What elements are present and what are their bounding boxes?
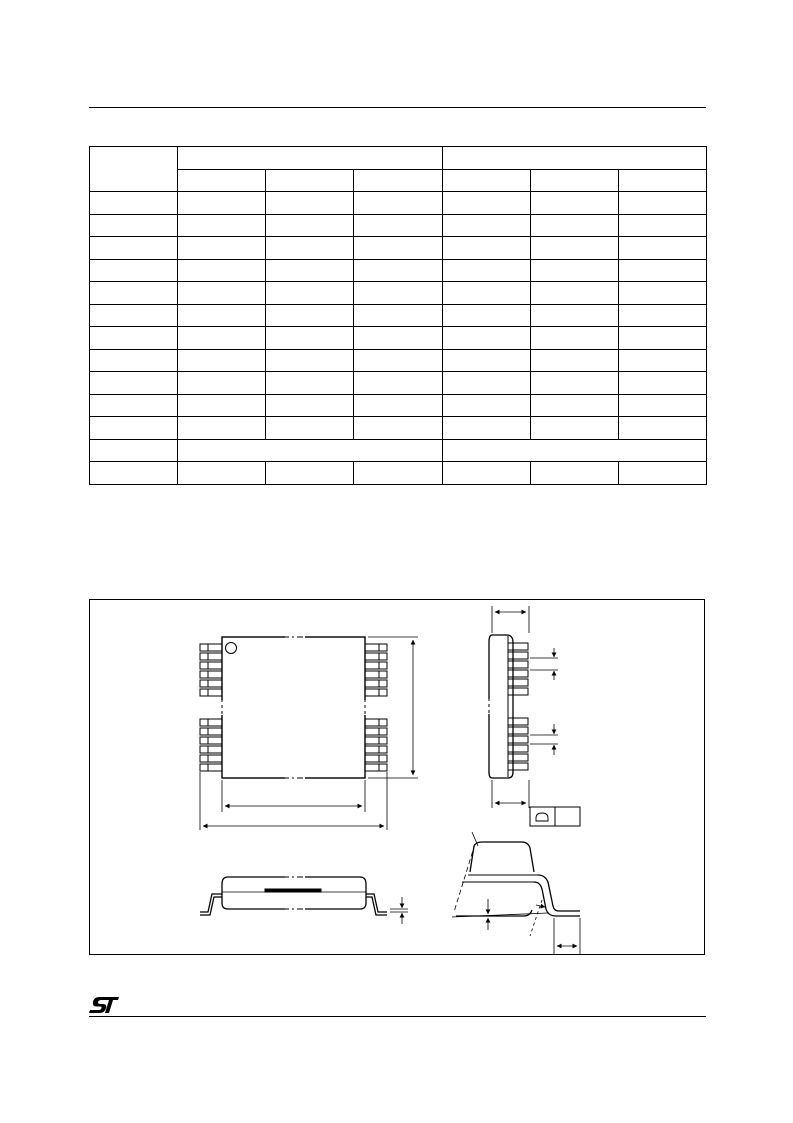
top-view [200, 637, 418, 830]
table-row [90, 417, 707, 440]
detail-view [452, 832, 580, 954]
table-cell [530, 462, 618, 485]
table-cell [530, 372, 618, 395]
table-cell [178, 349, 266, 372]
table-cell [618, 372, 706, 395]
right-pins-upper [364, 644, 387, 696]
table-row-label [90, 372, 178, 395]
table-row [90, 372, 707, 395]
table-cell [618, 304, 706, 327]
table-row-label [90, 192, 178, 215]
table-cell [442, 237, 530, 260]
table-cell [354, 192, 442, 215]
table-cell [442, 394, 530, 417]
table-cell [354, 372, 442, 395]
table-cell [442, 282, 530, 305]
table-cell [178, 214, 266, 237]
table-cell [618, 192, 706, 215]
table-row-label [90, 327, 178, 350]
table-cell [266, 237, 354, 260]
table-cell [354, 417, 442, 440]
table-subheader [178, 170, 266, 192]
table-cell [266, 304, 354, 327]
table-row [90, 304, 707, 327]
table-cell [530, 259, 618, 282]
table-cell [266, 192, 354, 215]
table-corner-cell [90, 147, 178, 192]
table-row-label [90, 237, 178, 260]
table-cell [618, 394, 706, 417]
table-subheader [530, 170, 618, 192]
table-cell [442, 214, 530, 237]
table-cell [178, 192, 266, 215]
table-cell [530, 282, 618, 305]
package-outline-drawing [90, 600, 706, 956]
left-pins-upper [200, 644, 223, 696]
table-cell [178, 259, 266, 282]
table-cell [530, 349, 618, 372]
table-cell [618, 327, 706, 350]
footer-rule [89, 1016, 706, 1017]
table-cell [354, 282, 442, 305]
table-cell [618, 462, 706, 485]
table-cell [178, 237, 266, 260]
table-row [90, 237, 707, 260]
table-subheader [442, 170, 530, 192]
table-row [90, 214, 707, 237]
table-cell [530, 417, 618, 440]
side-view [489, 606, 580, 826]
table-cell [354, 237, 442, 260]
table-header-group [442, 147, 707, 170]
table-cell [266, 259, 354, 282]
right-pins-lower [364, 719, 387, 771]
table-cell [266, 462, 354, 485]
table-cell [442, 327, 530, 350]
table-cell [354, 259, 442, 282]
table-subheader [618, 170, 706, 192]
table-cell [354, 214, 442, 237]
table-cell [618, 417, 706, 440]
table-cell [178, 282, 266, 305]
table-cell [178, 394, 266, 417]
table-cell [530, 214, 618, 237]
table-cell [178, 327, 266, 350]
table-cell [442, 439, 707, 462]
table-row [90, 282, 707, 305]
package-drawing-frame [89, 599, 705, 955]
table-row [90, 349, 707, 372]
table-cell [354, 462, 442, 485]
table-cell [442, 417, 530, 440]
table-cell [442, 462, 530, 485]
table-row-label [90, 349, 178, 372]
table-cell [442, 372, 530, 395]
table-cell [266, 394, 354, 417]
table-cell [266, 282, 354, 305]
table-cell [442, 259, 530, 282]
table-cell [354, 394, 442, 417]
left-pins-lower [200, 719, 223, 771]
table-cell [354, 349, 442, 372]
table-cell [178, 462, 266, 485]
table-row [90, 327, 707, 350]
table-cell [354, 304, 442, 327]
header-rule [89, 107, 706, 108]
table-cell [618, 282, 706, 305]
package-body-top [222, 637, 365, 778]
table-cell [618, 214, 706, 237]
table-cell [266, 417, 354, 440]
table-cell [178, 304, 266, 327]
front-view [200, 877, 408, 924]
table-cell [442, 349, 530, 372]
table-row [90, 462, 707, 485]
table-row-label [90, 417, 178, 440]
table-cell [530, 394, 618, 417]
table-row [90, 394, 707, 417]
table-cell [530, 327, 618, 350]
dimension-table [89, 146, 707, 485]
table-header-group [178, 147, 443, 170]
table-cell [618, 259, 706, 282]
table-cell [354, 327, 442, 350]
table-cell [442, 192, 530, 215]
table-cell [178, 439, 443, 462]
table-cell [618, 237, 706, 260]
st-logo-icon [88, 995, 122, 1015]
table-subheader-row [90, 170, 707, 192]
table-cell [530, 192, 618, 215]
table-cell [266, 214, 354, 237]
table-row-label [90, 439, 178, 462]
table-cell [266, 349, 354, 372]
table-cell [530, 237, 618, 260]
table-row-label [90, 282, 178, 305]
table-header-row [90, 147, 707, 170]
table-subheader [266, 170, 354, 192]
table-cell [266, 372, 354, 395]
table-row [90, 259, 707, 282]
table-cell [442, 304, 530, 327]
table-row-label [90, 394, 178, 417]
table-cell [618, 349, 706, 372]
svg-text:ST: ST [88, 995, 90, 996]
table-subheader [354, 170, 442, 192]
table-row-label [90, 462, 178, 485]
table-cell [178, 372, 266, 395]
table-row-label [90, 214, 178, 237]
table-cell [266, 327, 354, 350]
table-row [90, 192, 707, 215]
table-row-label [90, 259, 178, 282]
table-row-label [90, 304, 178, 327]
table-row [90, 439, 707, 462]
table-cell [530, 304, 618, 327]
table-cell [178, 417, 266, 440]
